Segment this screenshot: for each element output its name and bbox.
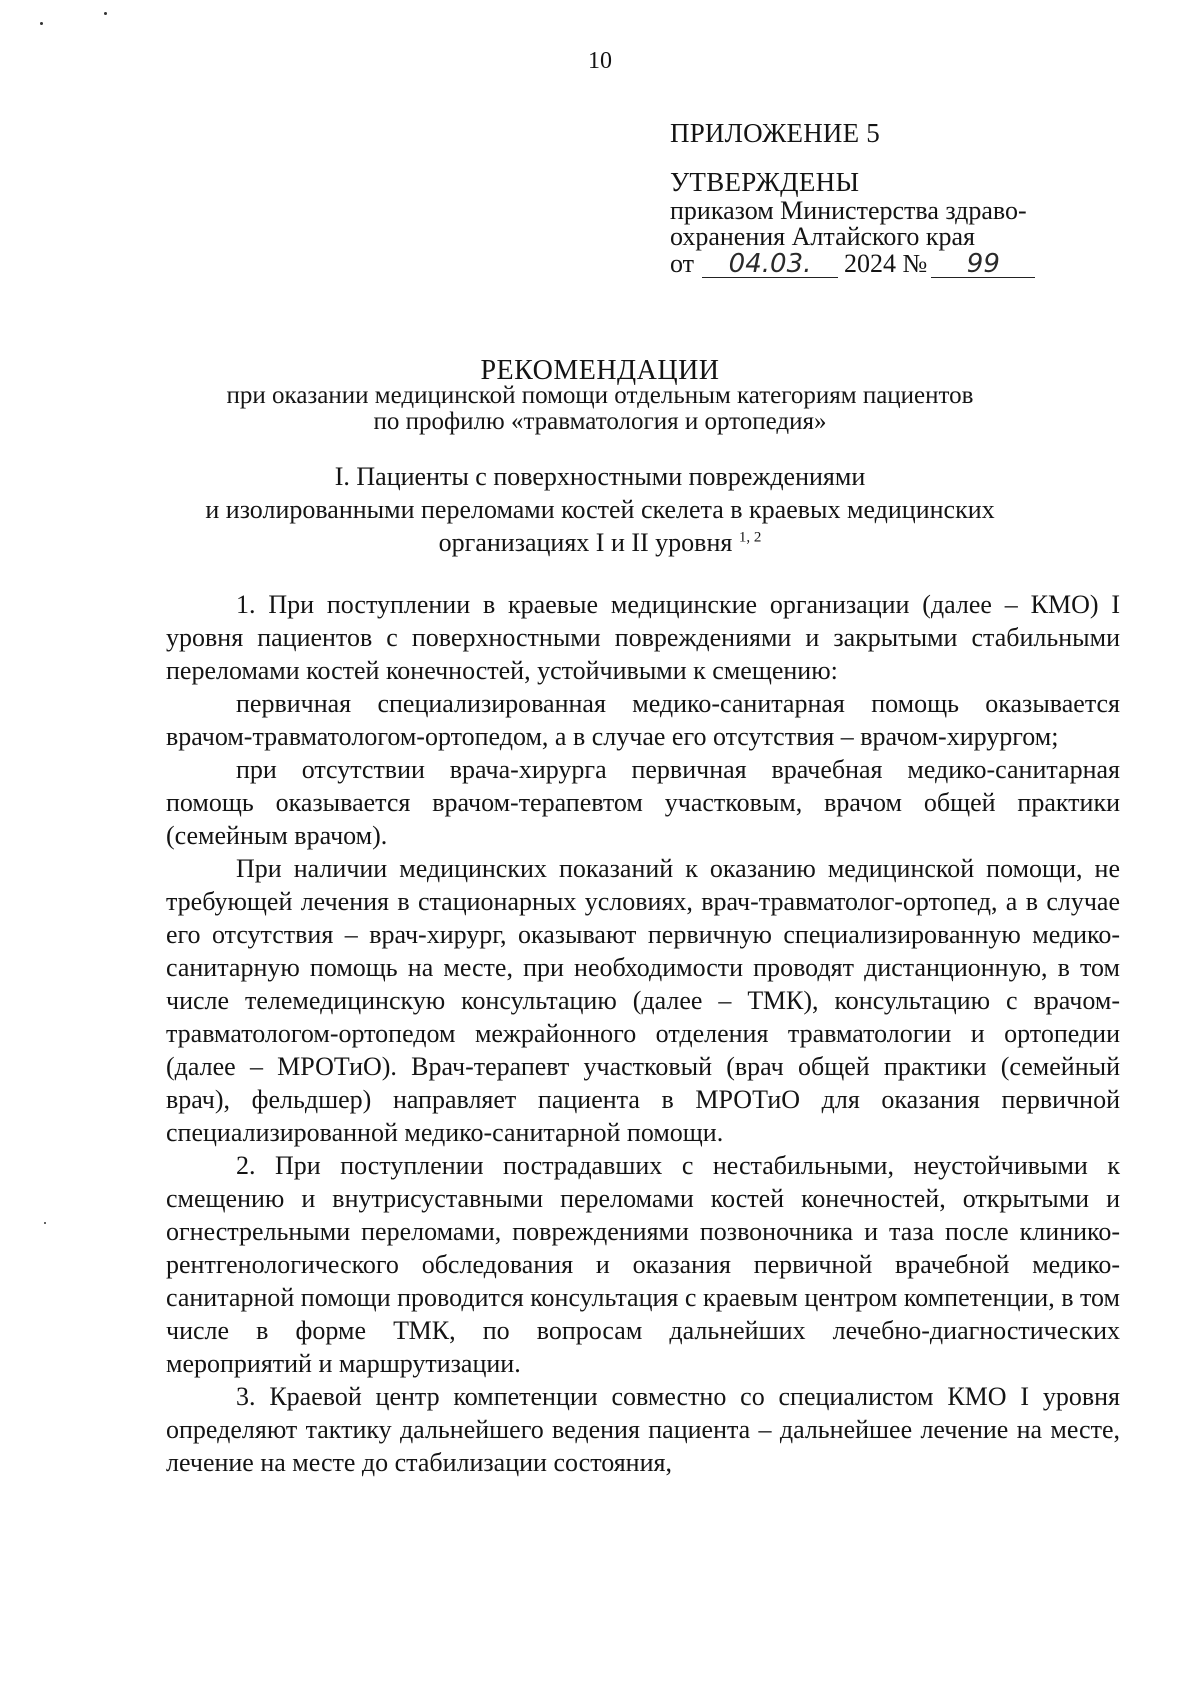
paragraph: 3. Краевой центр компетенции совместно со специалистом КМО I уровня определяют тактику дальнейшего ведения пациента – дальнейшее лечение на месте, лечение на месте до стабилизации состояния,	[166, 1382, 1120, 1477]
date-prefix: от	[670, 249, 695, 278]
section-heading	[0, 460, 1200, 559]
paragraph: первичная специализированная медико-санитарная помощь оказывается врачом-травматологом-ортопедом, а в случае его отсутствия – врачом-хирургом;	[166, 689, 1120, 751]
approval-block	[670, 120, 1090, 278]
approval-date-row	[670, 250, 1090, 278]
year-number-label: 2024 №	[844, 249, 928, 278]
footnote-marks: 1, 2	[738, 529, 762, 546]
section-line-3	[0, 526, 1200, 559]
page-number: 10	[588, 48, 612, 74]
document-title: РЕКОМЕНДАЦИИ	[480, 355, 720, 386]
handwritten-date: 04.03.	[702, 251, 838, 278]
approval-line-2: охранения Алтайского края	[670, 222, 976, 251]
scan-speck	[104, 12, 107, 15]
subtitle-line-1: при оказании медицинской помощи отдельным категориям пациентов	[226, 382, 974, 409]
handwritten-order-number: 99	[931, 251, 1035, 278]
approval-line-1: приказом Министерства здраво-	[670, 196, 1027, 225]
paragraph: При наличии медицинских показаний к оказанию медицинской помощи, не требующей лечения в стационарных условиях, врач-травматолог-ортопед, а в случае его отсутствия – врач-хирург, оказывают первичную специализированную медико-санитарную помощь на месте, при необходимости проводят дистанционную, в том числе телемедицинскую консультацию (далее – ТМК), консультацию с врачом-травматологом-ортопедом межрайонного отделения травматологии и ортопедии (далее – МРОТиО). Врач-терапевт участковый (врач общей практики (семейный врач), фельдшер) направляет пациента в МРОТиО для оказания первичной специализированной медико-санитарной помощи.	[166, 854, 1120, 1147]
paragraph: при отсутствии врача-хирурга первичная врачебная медико-санитарная помощь оказывается врачом-терапевтом участковым, врачом общей практики (семейным врачом).	[166, 755, 1120, 850]
document-subtitle	[0, 383, 1200, 435]
appendix-label: ПРИЛОЖЕНИЕ 5	[670, 118, 880, 148]
scan-speck	[40, 22, 43, 25]
scan-speck	[44, 1222, 46, 1224]
paragraph: 1. При поступлении в краевые медицинские организации (далее – КМО) I уровня пациентов с поверхностными повреждениями и закрытыми стабильными переломами костей конечностей, устойчивыми к смещению:	[166, 590, 1120, 685]
section-line-3-text: организациях I и II уровня	[438, 528, 733, 557]
subtitle-line-2: по профилю «травматология и ортопедия»	[373, 408, 827, 435]
section-line-1: I. Пациенты с поверхностными повреждениями	[334, 462, 866, 491]
approved-label: УТВЕРЖДЕНЫ	[670, 167, 860, 197]
paragraph: 2. При поступлении пострадавших с нестабильными, неустойчивыми к смещению и внутрисуставными переломами костей конечностей, открытыми и огнестрельными переломами, повреждениями позвоночника и таза после клинико-рентгенологического обследования и оказания первичной врачебной медико-санитарной помощи проводится консультация с краевым центром компетенции, в том числе в форме ТМК, по вопросам дальнейших лечебно-диагностических мероприятий и маршрутизации.	[166, 1151, 1120, 1378]
document-body	[166, 588, 1120, 1479]
section-line-2: и изолированными переломами костей скелета в краевых медицинских	[205, 495, 995, 524]
